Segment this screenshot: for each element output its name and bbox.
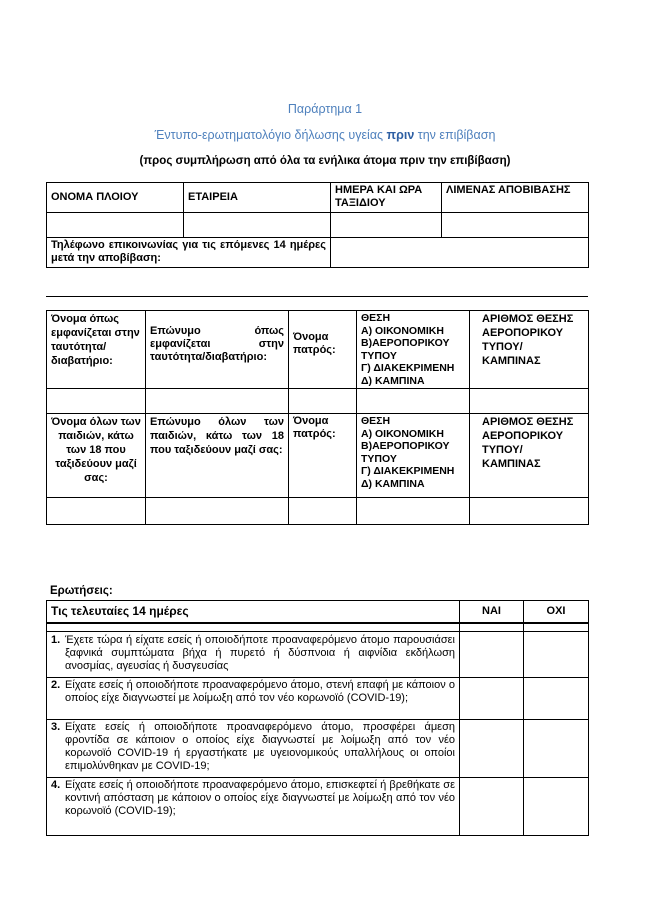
question-number: 3. [51,721,61,733]
class-option-d: Δ) ΚΑΜΠΙΝΑ [361,374,425,387]
seat-number-label: ΑΡΙΘΜΟΣ ΘΕΣΗΣ ΑΕΡΟΠΟΡΙΚΟΥ ΤΥΠΟΥ/ ΚΑΜΠΙΝΑΣ [470,311,589,389]
question-text: Έχετε τώρα ή είχατε εσείς ή οποιοδήποτε προαναφερόμενο άτομο παρουσιάσει ξαφνικά συμπτώματα βήχα ή πυρετό ή δύσπνοια ή αιφνίδια εκδήλωση ανοσμίας, αγευσίας ή δυσγευσίας [65,634,455,672]
form-note: (προς συμπλήρωση από όλα τα ενήλικα άτομα πριν την επιβίβαση) [139,155,511,167]
phone-field[interactable] [331,238,589,268]
children-seat-number-field[interactable] [470,498,589,525]
class-title: ΘΕΣΗ [361,415,391,427]
children-father-name-field[interactable] [289,498,357,525]
class-option-a: Α) ΟΙΚΟΝΟΜΙΚΗ [361,324,444,337]
subtitle-part1: Έντυπο-ερωτηματολόγιο δήλωσης υγείας [154,128,387,142]
children-class-options [357,414,470,498]
subtitle-part2: την επιβίβαση [414,128,496,142]
travel-date-field[interactable] [331,213,442,238]
question-2-no[interactable] [524,678,589,720]
children-name-field[interactable] [47,498,146,525]
ship-name-field[interactable] [47,213,184,238]
questions-title: Ερωτήσεις: [50,585,113,597]
class-option-c: Γ) ΔΙΑΚΕΚΡΙΜΕΝΗ [361,465,455,477]
children-surname-label: Επώνυμο όλων των παιδιών, κάτω των 18 που ταξιδεύουν μαζί σας: [146,414,289,498]
no-header: ΟΧΙ [524,601,589,623]
question-4-no[interactable] [524,778,589,836]
class-option-b: Β)ΑΕΡΟΠΟΡΙΚΟΥ ΤΥΠΟΥ [361,337,450,362]
form-subtitle [0,128,650,142]
class-option-d: Δ) ΚΑΜΠΙΝΑ [361,477,425,490]
question-3-yes[interactable] [460,720,524,778]
page-title: Παράρτημα 1 [287,102,363,116]
class-option-a: Α) ΟΙΚΟΝΟΜΙΚΗ [361,427,444,440]
separator-line [46,296,588,297]
period-header: Τις τελευταίες 14 ημέρες [47,601,460,623]
yes-header: ΝΑΙ [460,601,524,623]
children-name-label: Όνομα όλων των παιδιών, κάτω των 18 που ταξιδεύουν μαζί σας: [47,414,146,498]
children-seat-number-label: ΑΡΙΘΜΟΣ ΘΕΣΗΣ ΑΕΡΟΠΟΡΙΚΟΥ ΤΥΠΟΥ/ ΚΑΜΠΙΝΑΣ [470,414,589,498]
passenger-table [46,310,589,525]
spacer-cell [47,623,460,632]
class-title: ΘΕΣΗ [361,312,391,324]
children-surname-field[interactable] [146,498,289,525]
question-number: 4. [51,779,61,791]
questions-table [46,600,589,836]
passenger-surname-field[interactable] [146,389,289,414]
class-options [357,311,470,389]
company-header: ΕΤΑΙΡΕΙΑ [184,183,331,213]
ship-name-header: ΟΝΟΜΑ ΠΛΟΙΟΥ [47,183,184,213]
company-field[interactable] [184,213,331,238]
class-option-b: Β)ΑΕΡΟΠΟΡΙΚΟΥ ΤΥΠΟΥ [361,440,450,465]
disembark-port-header: ΛΙΜΕΝΑΣ ΑΠΟΒΙΒΑΣΗΣ [442,183,589,213]
question-text: Είχατε εσείς ή οποιοδήποτε προαναφερόμενο άτομο, στενή επαφή με κάποιον ο οποίος είχε διαγνωστεί με λοίμωξη από τον νέο κορωνοϊό (COVID-19); [65,679,455,704]
seat-number-field[interactable] [470,389,589,414]
spacer-cell [460,623,524,632]
question-2 [47,678,460,720]
passenger-name-field[interactable] [47,389,146,414]
question-text: Είχατε εσείς ή οποιοδήποτε προαναφερόμενο άτομο, επισκεφτεί ή βρεθήκατε σε κοντινή απόσταση με κάποιον ο οποίος είχε διαγνωστεί με λοίμωξη από τον νέο κορωνοϊό (COVID-19); [65,779,455,817]
question-2-yes[interactable] [460,678,524,720]
father-name-label: Όνομα πατρός: [289,311,357,389]
question-text: Είχατε εσείς ή οποιοδήποτε προαναφερόμενο άτομο, προσφέρει άμεση φροντίδα σε κάποιον ο οποίος είχε διαγνωστεί με λοίμωξη από τον νέο κορωνοϊό COVID-19 ή εργαστήκατε με υγειονομικούς υπαλλήλους οι οποίοι επιμολύνθηκαν με COVID-19; [65,721,455,772]
class-option-c: Γ) ΔΙΑΚΕΚΡΙΜΕΝΗ [361,362,455,374]
question-4-yes[interactable] [460,778,524,836]
question-1 [47,632,460,678]
passenger-surname-label: Επώνυμο όπως εμφανίζεται στην ταυτότητα/διαβατήριο: [146,311,289,389]
question-3-no[interactable] [524,720,589,778]
travel-date-header: ΗΜΕΡΑ ΚΑΙ ΩΡΑ ΤΑΞΙΔΙΟΥ [331,183,442,213]
ship-info-table [46,182,589,268]
children-father-name-label: Όνομα πατρός: [289,414,357,498]
disembark-port-field[interactable] [442,213,589,238]
passenger-name-label: Όνομα όπως εμφανίζεται στην ταυτότητα/ διαβατήριο: [47,311,146,389]
children-class-field[interactable] [357,498,470,525]
class-field[interactable] [357,389,470,414]
question-number: 2. [51,679,61,691]
father-name-field[interactable] [289,389,357,414]
question-1-yes[interactable] [460,632,524,678]
question-number: 1. [51,634,61,646]
subtitle-emphasis: πριν [386,128,415,142]
phone-label: Τηλέφωνο επικοινωνίας για τις επόμενες 14 ημέρες μετά την αποβίβαση: [47,238,331,268]
question-1-no[interactable] [524,632,589,678]
question-3 [47,720,460,778]
question-4 [47,778,460,836]
spacer-cell [524,623,589,632]
